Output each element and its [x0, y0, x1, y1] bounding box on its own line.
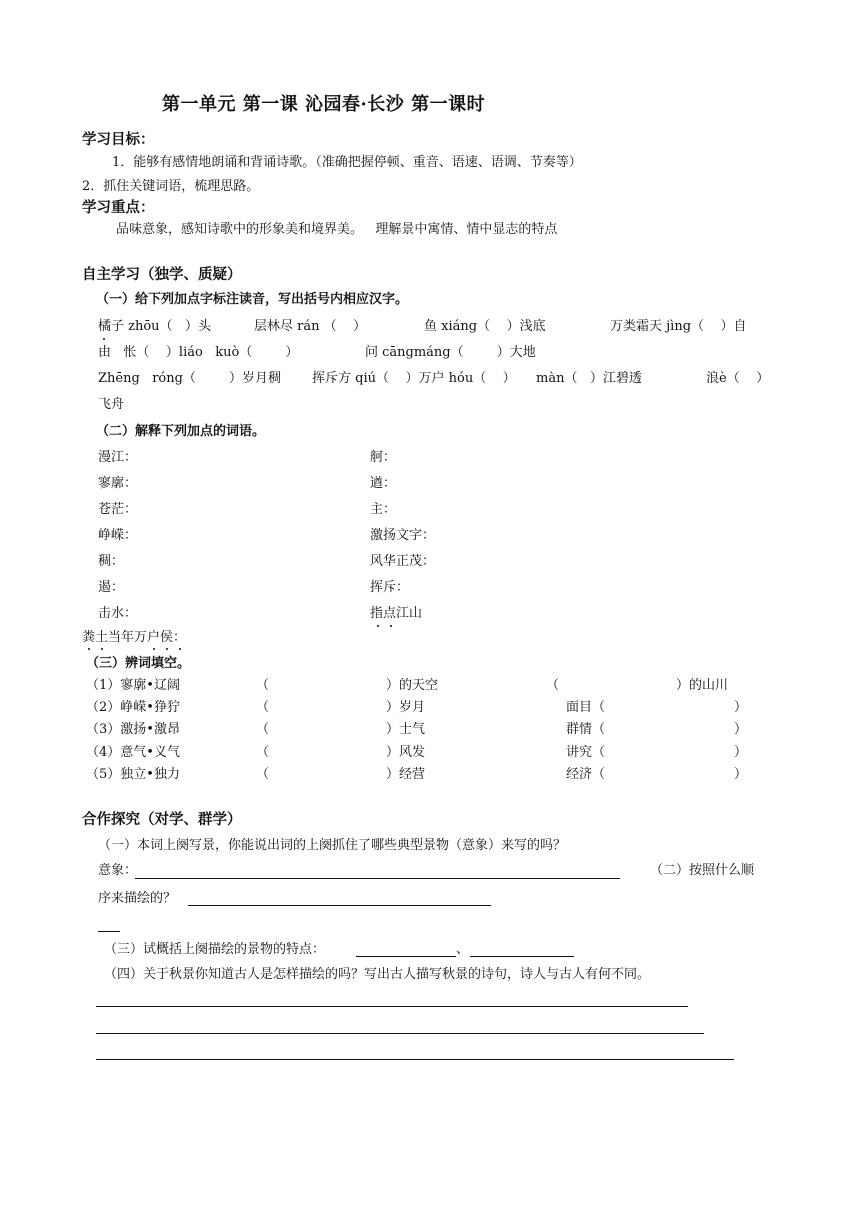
- pinyin-item: 挥斥方 qiú（ ）万户 hóu（ ）: [312, 371, 516, 386]
- blank-open: 群情（: [566, 722, 606, 737]
- blank-open: 面目（: [566, 700, 606, 715]
- term-right: 风华正茂：: [370, 554, 436, 569]
- coop-heading: 合作探究（对学、群学）: [82, 811, 242, 828]
- blank-open: （: [256, 678, 270, 693]
- part3-heading: （三）辨词填空。: [86, 656, 191, 671]
- term-left: 寥廓：: [98, 476, 138, 491]
- term-left: 稠：: [98, 554, 125, 569]
- coop-q4: （四）关于秋景你知道古人是怎样描绘的吗？写出古人描写秋景的诗句，诗人与古人有何不同。: [104, 967, 651, 982]
- blank-open: （: [256, 745, 270, 760]
- coop-q1-label: 意象：: [98, 863, 138, 878]
- self-study-heading: 自主学习（独学、质疑）: [82, 266, 242, 283]
- coop-q3: （三）试概括上阕描绘的景物的特点：: [104, 942, 326, 957]
- coop-q3-sep: 、: [456, 942, 470, 957]
- goal-item-2: 2．抓住关键词语，梳理思路。: [82, 179, 260, 194]
- blank-open: （: [256, 700, 270, 715]
- word-pair: （5）独立•独力: [86, 767, 180, 782]
- coop-q2-a: （二）按照什么顺: [650, 863, 755, 878]
- goal-item-1: 1．能够有感情地朗诵和背诵诗歌。（准确把握停顿、重音、语速、语调、节奏等）: [112, 155, 582, 170]
- word-pair: （3）激扬•激昂: [86, 722, 180, 737]
- blank-open: （: [256, 767, 270, 782]
- emphasis-dot: [101, 648, 103, 650]
- blank-close: ）士气: [386, 722, 426, 737]
- part1-heading: （一）给下列加点字标注读音，写出括号内相应汉字。: [96, 292, 409, 307]
- term-right: 遒：: [370, 476, 397, 491]
- term-right: 指点江山: [370, 606, 423, 621]
- pinyin-item: 问 cāngmáng（ ）大地: [365, 345, 536, 360]
- term-left: 击水：: [98, 606, 138, 621]
- blank-close: ）: [734, 700, 748, 715]
- term-left: 苍茫：: [98, 502, 138, 517]
- coop-q1: （一）本词上阕写景，你能说出词的上阕抓住了哪些典型景物（意象）来写的吗？: [98, 838, 567, 853]
- blank-close: ）: [734, 745, 748, 760]
- pinyin-item: 飞舟: [98, 397, 125, 412]
- pinyin-item: 层林尽 rán （ ）: [254, 319, 367, 334]
- blank-close: ）: [734, 722, 748, 737]
- blank-close: ）岁月: [386, 700, 426, 715]
- word-pair: （1）寥廓•辽阔: [86, 678, 180, 693]
- term-right: 主：: [370, 502, 397, 517]
- blank-close: ）的天空: [386, 678, 439, 693]
- blank-open: 经济（: [566, 767, 606, 782]
- answer-line[interactable]: [96, 1059, 734, 1060]
- answer-line[interactable]: [356, 956, 456, 957]
- word-pair: （4）意气•义气: [86, 745, 180, 760]
- word-pair: （2）峥嵘•狰狞: [86, 700, 180, 715]
- term-right: 舸：: [370, 450, 397, 465]
- emphasis-dot: [377, 625, 379, 627]
- emphasis-dot: [166, 648, 168, 650]
- blank-close: ）风发: [386, 745, 426, 760]
- term-right: 激扬文字：: [370, 528, 436, 543]
- emphasis-dot: [390, 625, 392, 627]
- term-left: 峥嵘：: [98, 528, 138, 543]
- answer-line[interactable]: [135, 878, 620, 879]
- pinyin-item: 由 怅（ ）liáo kuò（ ）: [98, 345, 299, 360]
- blank-close: ）的山川: [676, 678, 729, 693]
- pinyin-item: 鱼 xiáng（ ）浅底: [424, 319, 546, 334]
- term-right: 挥斥：: [370, 580, 410, 595]
- pinyin-item: 浪è（ ）: [706, 371, 770, 386]
- focus-heading: 学习重点：: [82, 199, 155, 216]
- answer-line[interactable]: [96, 1033, 704, 1034]
- focus-text: 品味意象，感知诗歌中的形象美和境界美。 理解景中寓情、情中显志的特点: [116, 222, 558, 237]
- emphasis-dot: [153, 648, 155, 650]
- pinyin-item: 万类霜天 jìng（ ）自: [610, 319, 747, 334]
- coop-q2-b: 序来描绘的？: [98, 891, 177, 906]
- term-extra: 粪土当年万户侯：: [82, 630, 187, 645]
- blank-open: （: [256, 722, 270, 737]
- blank-close: ）: [734, 767, 748, 782]
- answer-line[interactable]: [470, 956, 574, 957]
- answer-line[interactable]: [98, 931, 120, 932]
- blank-open: （: [546, 678, 560, 693]
- pinyin-item: Zhēng róng（ ）岁月稠: [98, 371, 281, 386]
- pinyin-item: 橘子 zhōu（ ）头: [98, 319, 211, 334]
- answer-line[interactable]: [188, 905, 491, 906]
- term-left: 遏：: [98, 580, 125, 595]
- emphasis-dot: [88, 648, 90, 650]
- goals-heading: 学习目标：: [82, 131, 155, 148]
- term-left: 漫江：: [98, 450, 138, 465]
- emphasis-dot: [179, 648, 181, 650]
- blank-open: 讲究（: [566, 745, 606, 760]
- answer-line[interactable]: [96, 1006, 688, 1007]
- emphasis-dot: [103, 338, 105, 340]
- page-title: 第一单元 第一课 沁园春·长沙 第一课时: [162, 94, 486, 115]
- part2-heading: （二）解释下列加点的词语。: [96, 424, 266, 439]
- blank-close: ）经营: [386, 767, 426, 782]
- pinyin-item: màn（ ）江碧透: [536, 371, 642, 386]
